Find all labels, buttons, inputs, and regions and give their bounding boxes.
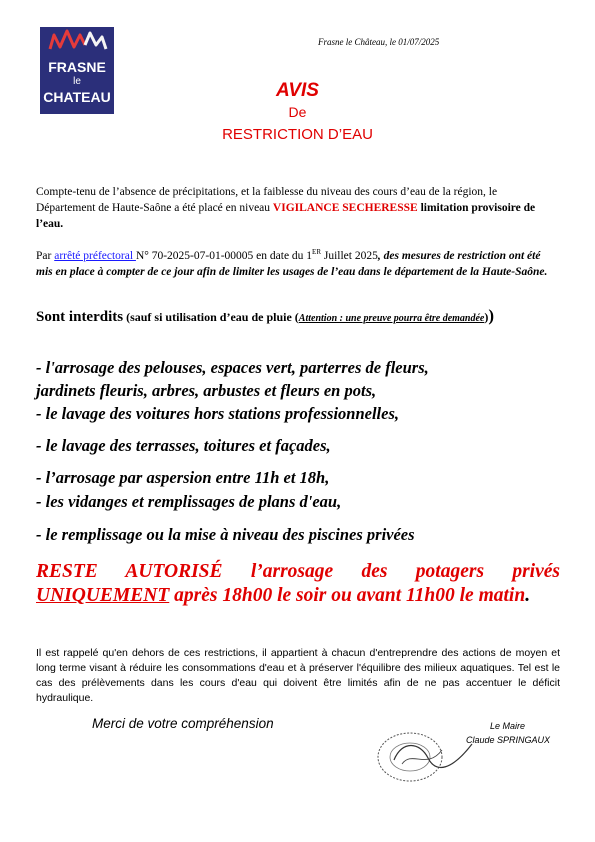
logo-line3: CHATEAU bbox=[43, 89, 111, 105]
title-subject: RESTRICTION D’EAU bbox=[222, 126, 373, 143]
autorise-line2 bbox=[36, 584, 560, 608]
arrete-link[interactable]: arrêté préfectoral bbox=[54, 249, 136, 262]
interdits-note: (sauf si utilisation d’eau de pluie ( bbox=[123, 310, 299, 324]
interdits-label: Sont interdits bbox=[36, 309, 124, 325]
arrete-sup: ER bbox=[312, 248, 321, 256]
list-item: jardinets fleuris, arbres, arbustes et fleurs en pots, bbox=[36, 381, 377, 400]
autorise-rest: après 18h00 le soir ou avant 11h00 le matin bbox=[169, 585, 526, 606]
arrete-number: N° 70-2025-07-01-00005 en date du 1 bbox=[135, 249, 313, 262]
merci-text: Merci de votre compréhension bbox=[92, 716, 274, 731]
signature-name: Claude SPRINGAUX bbox=[466, 735, 551, 745]
interdits-heading bbox=[36, 306, 559, 329]
autorise-dot: . bbox=[525, 585, 531, 606]
title-de: De bbox=[288, 104, 307, 120]
arrete-italic: , des mesures de restriction ont été mis en place à compter de ce jour afin de limiter les usages de l’eau dans le département de la Haute-Saône. bbox=[36, 249, 548, 278]
interdits-close-big: ) bbox=[488, 306, 495, 325]
list-item: - l’arrosage par aspersion entre 11h et 18h, bbox=[36, 468, 330, 487]
list-item: - les vidanges et remplissages de plans d'eau, bbox=[36, 492, 342, 511]
list-item: - le lavage des voitures hors stations professionnelles, bbox=[36, 404, 400, 423]
intro-bold-end: limitation provisoire de l’eau. bbox=[36, 202, 536, 230]
vigilance-highlight: VIGILANCE SECHERESSE bbox=[272, 202, 418, 214]
logo-line2: le bbox=[73, 76, 81, 87]
interdits-attention: Attention : une preuve pourra être demandée bbox=[298, 313, 485, 324]
list-item: - l'arrosage des pelouses, espaces vert, parterres de fleurs, bbox=[36, 358, 429, 377]
logo-line1: FRASNE bbox=[48, 59, 106, 75]
arrete-prefix: Par bbox=[36, 249, 55, 262]
autorise-line1: RESTE AUTORISÉ l’arrosage des potagers privés bbox=[36, 561, 560, 582]
crown-icon bbox=[40, 27, 114, 57]
arrete-paragraph bbox=[36, 244, 559, 280]
intro-text: Compte-tenu de l’absence de précipitations, et la faiblesse du niveau des cours d’eau de la région, le Département de Haute-Saône a été placé en niveau bbox=[36, 186, 498, 214]
autorise-uniquement: UNIQUEMENT bbox=[36, 585, 170, 606]
title-avis: AVIS bbox=[276, 80, 319, 101]
arrete-date: Juillet 2025 bbox=[321, 249, 378, 262]
rappel-paragraph: Il est rappelé qu'en dehors de ces restrictions, il appartient à chacun d'entreprendre des actions de moyen et long terme visant à réduire les consommations d'eau et à préserver l'équilibre des milieux aquatiques. Tel est le cas des prélèvements dans les cours d'eau qui doivent être limités afin de ne pas accentuer le déficit hydraulique. bbox=[36, 647, 560, 704]
document-date: Frasne le Château, le 01/07/2025 bbox=[318, 37, 440, 47]
interdits-close: ) bbox=[484, 310, 489, 324]
list-item: - le lavage des terrasses, toitures et façades, bbox=[36, 436, 331, 455]
intro-paragraph bbox=[36, 184, 559, 232]
official-stamp bbox=[372, 730, 482, 786]
signature-role: Le Maire bbox=[490, 721, 526, 731]
list-item: - le remplissage ou la mise à niveau des piscines privées bbox=[36, 525, 415, 544]
